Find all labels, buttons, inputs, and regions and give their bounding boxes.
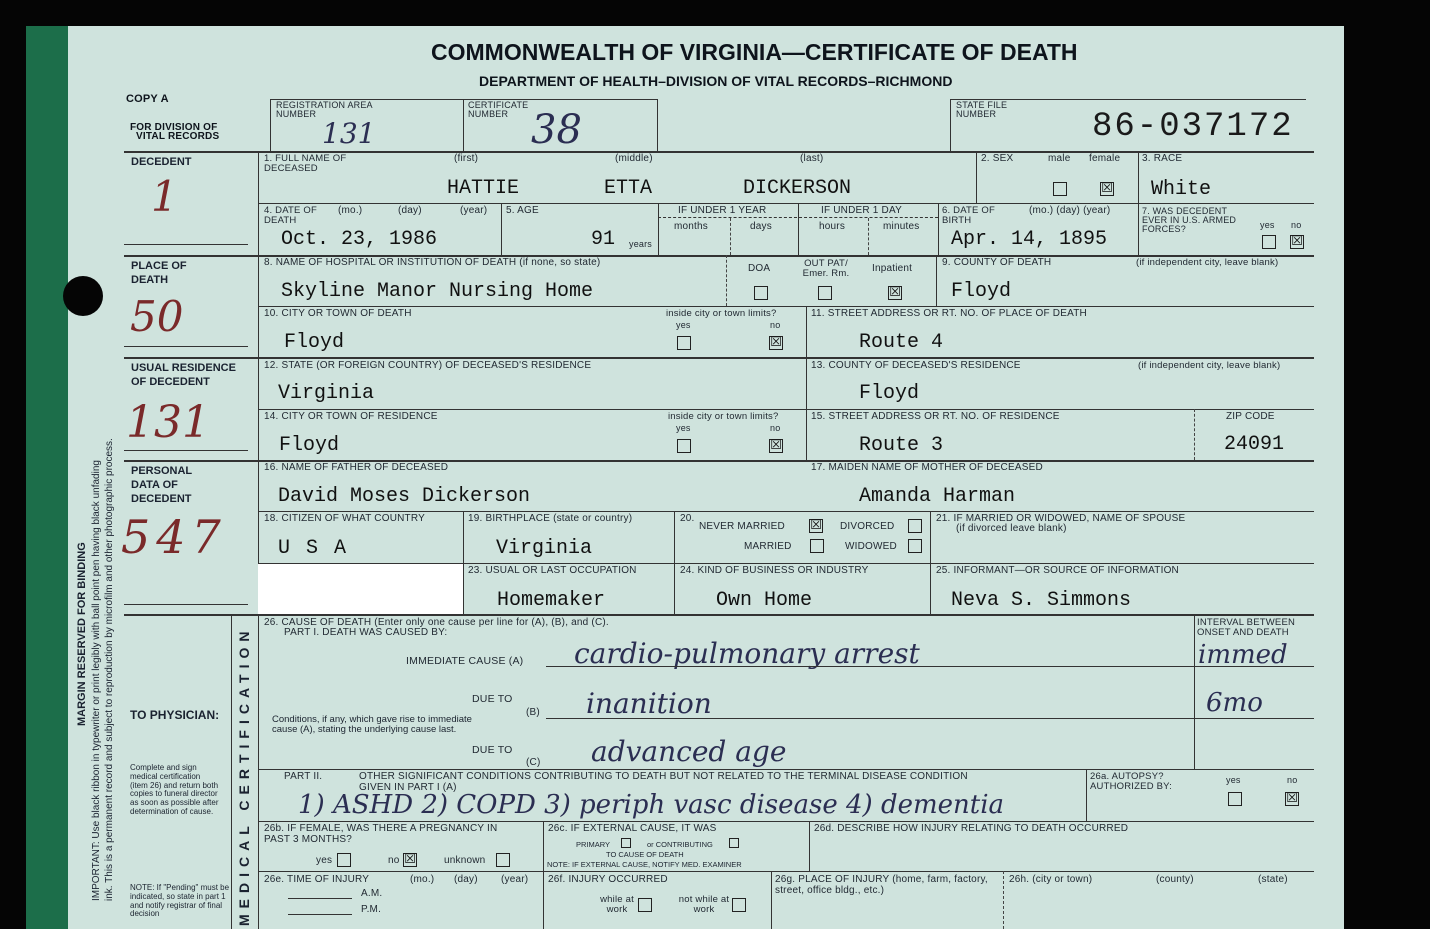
f14-no-checkbox[interactable]: ☒ [770, 438, 782, 453]
f12-label: 12. STATE (OR FOREIGN COUNTRY) OF DECEASED'S RESIDENCE [264, 360, 592, 371]
conditions-note: Conditions, if any, which gave rise to immediate cause (A), stating the underlying cause last. [272, 714, 472, 736]
state-file-label: STATE FILE NUMBER [956, 100, 1008, 119]
f14-no-label: no [770, 423, 781, 433]
cert-number-value: 38 [531, 107, 582, 153]
cause-b-interval: 6mo [1206, 688, 1263, 718]
redaction-box [258, 564, 463, 614]
personal-code: 547 [121, 510, 227, 564]
doa-label: DOA [748, 263, 771, 274]
copy-label: COPY A [126, 93, 169, 105]
informant-value: Neva S. Simmons [951, 589, 1132, 612]
place-code: 50 [130, 292, 184, 341]
widowed-label: WIDOWED [845, 541, 897, 552]
widowed-checkbox[interactable] [908, 539, 922, 553]
city-death-value: Floyd [284, 331, 345, 354]
f9-label: 9. COUNTY OF DEATH [942, 257, 1052, 268]
not-while-work-label: not while at work [678, 894, 730, 915]
usual-residence-section: USUAL RESIDENCE OF DECEDENT [131, 362, 236, 388]
f13-indep-label: (if independent city, leave blank) [1138, 360, 1281, 371]
last-label: (last) [800, 153, 824, 164]
f26f-label: 26f. INJURY OCCURRED [548, 874, 668, 885]
part1-label: PART I. DEATH WAS CAUSED BY: [284, 627, 448, 638]
state-res-value: Virginia [278, 382, 375, 405]
while-work-label: while at work [600, 894, 634, 915]
f11-label: 11. STREET ADDRESS OR RT. NO. OF PLACE OF DEATH [811, 308, 1087, 319]
autopsy-yes-checkbox[interactable] [1228, 792, 1242, 806]
citizen-value: U S A [278, 537, 349, 560]
middle-name: ETTA [604, 177, 653, 200]
first-name: HATTIE [447, 177, 520, 200]
f8-label: 8. NAME OF HOSPITAL OR INSTITUTION OF DEATH (if none, so state) [264, 257, 601, 268]
f7-label: 7. WAS DECEDENT EVER IN U.S. ARMED FORCES? [1142, 206, 1237, 234]
f21-sub-label: (if divorced leave blank) [956, 523, 1067, 534]
death-date: Oct. 23, 1986 [281, 228, 438, 251]
f26b-label: 26b. IF FEMALE, WAS THERE A PREGNANCY IN PAST 3 MONTHS? [264, 823, 498, 845]
cause-c-value: advanced age [591, 735, 787, 768]
female-checkbox[interactable]: ☒ [1101, 181, 1113, 196]
hospital-value: Skyline Manor Nursing Home [281, 280, 594, 303]
f24-label: 24. KIND OF BUSINESS OR INDUSTRY [680, 565, 869, 576]
under-day-label: IF UNDER 1 DAY [821, 205, 902, 216]
f19-label: 19. BIRTHPLACE (state or country) [468, 513, 633, 524]
f4-label: 4. DATE OF DEATH [264, 205, 318, 226]
due-to-c-label: DUE TO [472, 744, 513, 756]
middle-label: (middle) [615, 153, 653, 164]
immediate-label: IMMEDIATE CAUSE (A) [406, 655, 524, 667]
certificate-subtitle: DEPARTMENT OF HEALTH–DIVISION OF VITAL RECORDS–RICHMOND [479, 73, 953, 89]
pending-note: NOTE: If "Pending" must be indicated, so state in part 1 and notify registrar of final decision [130, 883, 230, 919]
years-label: years [629, 239, 653, 249]
injury-year-label: (year) [501, 874, 529, 885]
male-label: male [1048, 153, 1071, 164]
margin-important-2: ink. This is a permanent record and subject to reproduction by microfilm and other photographic process. [104, 438, 115, 901]
due-to-b-label: DUE TO [472, 693, 513, 705]
death-year-label: (year) [460, 205, 488, 216]
punch-hole [63, 276, 103, 316]
first-label: (first) [454, 153, 479, 164]
race-value: White [1151, 178, 1212, 201]
autopsy-no-checkbox[interactable]: ☒ [1286, 791, 1298, 806]
armed-yes-checkbox[interactable] [1262, 235, 1276, 249]
decedent-section: DECEDENT [131, 156, 192, 168]
birth-date: Apr. 14, 1895 [951, 228, 1108, 251]
f26c-note: NOTE: IF EXTERNAL CAUSE, NOTIFY MED. EXAMINER [547, 860, 742, 869]
f9-indep-label: (if independent city, leave blank) [1136, 257, 1279, 268]
am-label: A.M. [361, 888, 383, 899]
minutes-label: minutes [883, 221, 920, 232]
preg-no-checkbox[interactable]: ☒ [404, 852, 416, 867]
f26d-label: 26d. DESCRIBE HOW INJURY RELATING TO DEATH OCCURRED [814, 823, 1129, 834]
f15-label: 15. STREET ADDRESS OR RT. NO. OF RESIDENCE [811, 411, 1060, 422]
f20-label: 20. [680, 513, 695, 524]
f17-label: 17. MAIDEN NAME OF MOTHER OF DECEASED [811, 462, 1043, 473]
cert-number-label: CERTIFICATE NUMBER [468, 100, 529, 119]
f3-label: 3. RACE [1142, 153, 1183, 164]
outpat-checkbox[interactable] [818, 286, 832, 300]
months-label: months [674, 221, 708, 232]
mother-value: Amanda Harman [859, 485, 1016, 508]
injury-day-label: (day) [454, 874, 478, 885]
days-label: days [750, 221, 772, 232]
outpat-label: OUT PAT/ Emer. Rm. [802, 258, 850, 279]
father-value: David Moses Dickerson [278, 485, 531, 508]
zip-label: ZIP CODE [1226, 411, 1275, 422]
male-checkbox[interactable] [1053, 182, 1067, 196]
age-value: 91 [591, 228, 616, 251]
preg-unknown-checkbox[interactable] [496, 853, 510, 867]
f14-inside-label: inside city or town limits? [668, 411, 779, 422]
f16-label: 16. NAME OF FATHER OF DECEASED [264, 462, 449, 473]
preg-no-label: no [388, 855, 400, 866]
armed-no-label: no [1291, 220, 1302, 230]
never-married-label: NEVER MARRIED [699, 521, 785, 532]
armed-no-checkbox[interactable]: ☒ [1291, 234, 1303, 249]
autopsy-yes-label: yes [1226, 775, 1241, 785]
married-checkbox[interactable] [810, 539, 824, 553]
contributing-checkbox[interactable] [729, 838, 739, 848]
hours-label: hours [819, 221, 846, 232]
f6-label: 6. DATE OF BIRTH [942, 205, 996, 226]
last-name: DICKERSON [743, 177, 852, 200]
inpatient-label: Inpatient [872, 263, 913, 274]
f1-label: 1. FULL NAME OF DECEASED [264, 153, 347, 174]
street-res-value: Route 3 [859, 434, 944, 457]
f10-label: 10. CITY OR TOWN OF DEATH [264, 308, 412, 319]
residence-code: 131 [126, 397, 210, 448]
death-mo-label: (mo.) [338, 205, 363, 216]
contributing-label: or CONTRIBUTING [647, 840, 713, 849]
f13-label: 13. COUNTY OF DECEASED'S RESIDENCE [811, 360, 1021, 371]
f23-label: 23. USUAL OR LAST OCCUPATION [468, 565, 637, 576]
f26e-label: 26e. TIME OF INJURY [264, 874, 370, 885]
vital-records-label: VITAL RECORDS [136, 131, 220, 142]
city-res-value: Floyd [279, 434, 340, 457]
c-label: (C) [526, 757, 541, 768]
business-value: Own Home [716, 589, 813, 612]
f10-no-label: no [770, 320, 781, 330]
part2-text: OTHER SIGNIFICANT CONDITIONS CONTRIBUTING TO DEATH BUT NOT RELATED TO THE TERMINAL DISEASE CONDITION GIVEN IN PART I (A) [359, 771, 968, 793]
autopsy-label: 26a. AUTOPSY? AUTHORIZED BY: [1090, 771, 1172, 792]
inpatient-checkbox[interactable]: ☒ [889, 285, 901, 300]
f25-label: 25. INFORMANT—OR SOURCE OF INFORMATION [936, 565, 1179, 576]
f10-no-checkbox[interactable]: ☒ [770, 335, 782, 350]
binding-band [26, 26, 68, 929]
divorced-checkbox[interactable] [908, 519, 922, 533]
f5-label: 5. AGE [506, 205, 539, 216]
f10-yes-label: yes [676, 320, 691, 330]
street-death-value: Route 4 [859, 331, 944, 354]
cause-a-value: cardio-pulmonary arrest [574, 637, 920, 670]
f26h-county-label: (county) [1156, 874, 1194, 885]
f26g-label: 26g. PLACE OF INJURY (home, farm, factory, street, office bldg., etc.) [775, 874, 988, 896]
zip-value: 24091 [1224, 433, 1285, 456]
armed-yes-label: yes [1260, 220, 1275, 230]
cause-b-value: inanition [586, 687, 712, 720]
autopsy-no-label: no [1287, 775, 1298, 785]
birthplace-value: Virginia [496, 537, 593, 560]
doa-checkbox[interactable] [754, 286, 768, 300]
f18-label: 18. CITIZEN OF WHAT COUNTRY [264, 513, 425, 524]
reg-area-label: REGISTRATION AREA NUMBER [276, 100, 373, 119]
medical-cert-label: MEDICAL CERTIFICATION [236, 625, 252, 926]
f26h-label: 26h. (city or town) [1009, 874, 1093, 885]
interval-label: INTERVAL BETWEEN ONSET AND DEATH [1197, 617, 1296, 638]
under-year-label: IF UNDER 1 YEAR [678, 205, 767, 216]
part2-label: PART II. [284, 771, 323, 782]
pm-label: P.M. [361, 904, 382, 915]
f14-yes-label: yes [676, 423, 691, 433]
birth-mdy-label: (mo.) (day) (year) [1029, 205, 1111, 216]
preg-yes-checkbox[interactable] [337, 853, 351, 867]
f2-label: 2. SEX [981, 153, 1014, 164]
margin-reserved: MARGIN RESERVED FOR BINDING [76, 542, 88, 726]
f21-label: 21. IF MARRIED OR WIDOWED, NAME OF SPOUSE [936, 513, 1186, 524]
to-physician-label: TO PHYSICIAN: [130, 708, 220, 722]
primary-label: PRIMARY [576, 840, 611, 849]
female-label: female [1089, 153, 1121, 164]
to-cause-label: TO CAUSE OF DEATH [606, 850, 684, 859]
preg-unknown-label: unknown [444, 855, 486, 866]
f26c-label: 26c. IF EXTERNAL CAUSE, IT WAS [548, 823, 717, 834]
f26-label: 26. CAUSE OF DEATH (Enter only one cause per line for (A), (B), and (C). [264, 617, 609, 628]
while-work-checkbox[interactable] [638, 898, 652, 912]
preg-yes-label: yes [316, 855, 333, 866]
part2-value: 1) ASHD 2) COPD 3) periph vasc disease 4) dementia [298, 790, 1005, 820]
not-while-work-checkbox[interactable] [732, 898, 746, 912]
f10-inside-label: inside city or town limits? [666, 308, 777, 319]
b-label: (B) [526, 707, 540, 718]
cause-a-interval: immed [1198, 640, 1288, 670]
f14-yes-checkbox[interactable] [677, 439, 691, 453]
certificate-title: COMMONWEALTH OF VIRGINIA—CERTIFICATE OF DEATH [431, 39, 1078, 65]
county-death-value: Floyd [951, 280, 1012, 303]
personal-data-section: PERSONAL DATA OF DECEDENT [131, 465, 192, 505]
place-of-death-section: PLACE OF DEATH [131, 260, 187, 286]
for-division-label: FOR DIVISION OF [130, 122, 218, 133]
decedent-code: 1 [151, 172, 178, 221]
physician-note: Complete and sign medical certification (item 26) and return both copies to funeral director as soon as possible after determination of cause. [130, 763, 219, 816]
f10-yes-checkbox[interactable] [677, 336, 691, 350]
divorced-label: DIVORCED [840, 521, 895, 532]
county-res-value: Floyd [859, 382, 920, 405]
reg-area-value: 131 [322, 117, 376, 150]
death-day-label: (day) [398, 205, 422, 216]
f14-label: 14. CITY OR TOWN OF RESIDENCE [264, 411, 438, 422]
f26h-state-label: (state) [1258, 874, 1288, 885]
margin-important-1: IMPORTANT: Use black ribbon in typewriter or print legibly with ball point pen having black unfading [91, 460, 102, 901]
death-certificate [26, 26, 1344, 929]
occupation-value: Homemaker [497, 589, 606, 612]
state-file-value: 86-037172 [1092, 108, 1294, 146]
never-married-checkbox[interactable]: ☒ [810, 518, 822, 533]
married-label: MARRIED [744, 541, 792, 552]
primary-checkbox[interactable] [621, 838, 631, 848]
injury-mo-label: (mo.) [410, 874, 435, 885]
